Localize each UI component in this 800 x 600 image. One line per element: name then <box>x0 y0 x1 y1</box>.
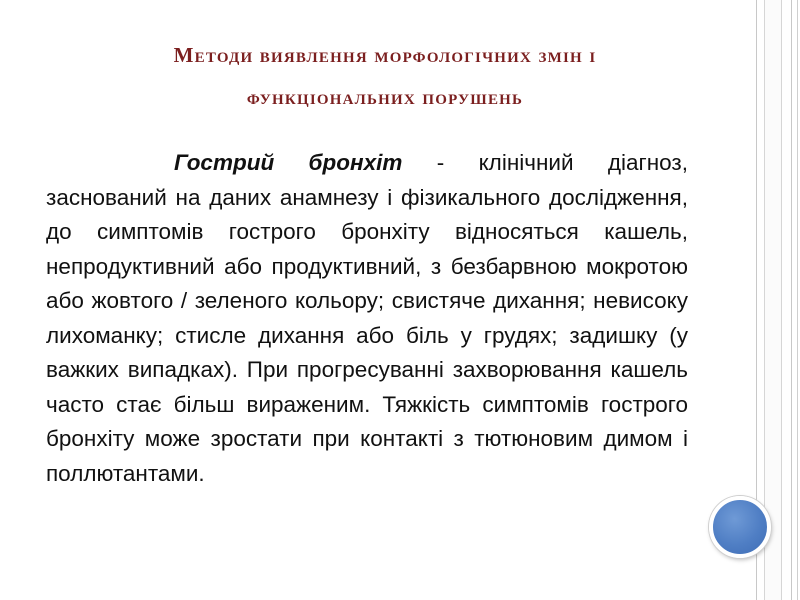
decorative-blue-circle <box>709 496 771 558</box>
body-paragraph <box>46 146 688 491</box>
decorative-border-inner-band <box>764 0 782 600</box>
slide-title <box>60 34 710 118</box>
body-term: Гострий бронхіт <box>174 150 403 175</box>
slide-title-line1: Методи виявлення морфологічних змін і <box>173 43 597 67</box>
decorative-edge-line <box>797 0 798 600</box>
slide-title-line2: функціональних порушень <box>246 85 524 109</box>
body-text: - клінічний діагноз, заснований на даних анамнезу і фізикального дослідження, до симптомів гострого бронхіту відносяться кашель, непродуктивний або продуктивний, з безбарвною мокротою або жовтого / зеленого кольору; свистяче дихання; невисоку лихоманку; стисле дихання або біль у грудях; задишку (у важких випадках). При прогресуванні захворювання кашель часто стає більш вираженим. Тяжкість симптомів гострого бронхіту може зростати при контакті з тютюновим димом і поллютантами. <box>46 150 688 486</box>
